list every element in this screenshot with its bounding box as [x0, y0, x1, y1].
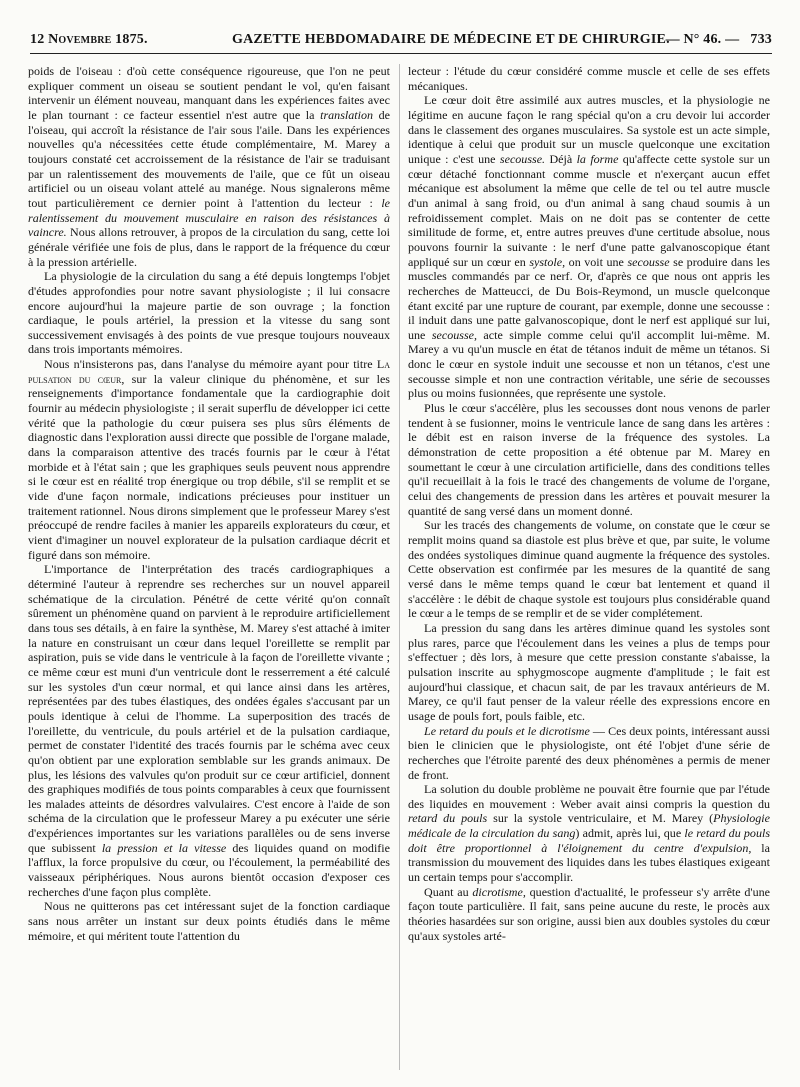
header-date: 12 Novembre 1875.	[30, 32, 148, 47]
paragraph: Quant au dicrotisme, question d'actualité, le professeur s'y arrête d'une façon toute particulière. Il fait, sans peine aucune du reste, le procès aux théories hasardées sur son origine, aussi bien aux doubles systoles du cœur qu'aux systoles arté-	[408, 884, 770, 943]
paragraph: La solution du double problème ne pouvait être fournie que par l'étude des liquides en mouvement : Weber avait ainsi compris la question du retard du pouls sur la systole ventriculaire, et M. Marey (Physiologie médicale de la circulation du sang) admit, après lui, que le retard du pouls doit être proportionnel à l'éloignement du centre d'expulsion, la transmission du mouvement des liquides dans les tubes élastiques exigeant un certain temps pour s'accomplir.	[408, 782, 771, 885]
paragraph: Plus le cœur s'accélère, plus les secousses dont nous venons de parler tendent à se fusionner, moins le ventricule lance de sang dans les artères : le débit est en raison inverse de la fréquence des systoles. La démonstration de cette proposition a été obtenue par M. Marey en soumettant le cœur à une circulation artificielle, dans des conditions telles qu'il recueillait à la fois le tracé des changements de volume de l'organe, celui des changements de pression dans les artères et pouvait mesurer la quantité de sang versé dans un moment donné.	[408, 401, 770, 518]
column-divider	[399, 64, 400, 1070]
paragraph: Sur les tracés des changements de volume, on constate que le cœur se remplit moins quand sa diastole est plus brève et que, par suite, le volume des ondées systoliques diminue quand augmente la fréquence des systoles. Cette observation est confirmée par les mesures de la quantité de sang versé dans le même temps quand le cœur bat lentement et quand il s'accélère : le débit de chaque systole est toujours plus considérable quand le cœur a le temps de se remplir et de se vider complétement.	[408, 518, 770, 621]
page-header	[30, 30, 772, 52]
paragraph: poids de l'oiseau : d'où cette conséquence rigoureuse, que l'on ne peut expliquer comment un oiseau se soutient pendant le vol, qu'en faisant intervenir un élément nouveau, manquant dans les expériences faites avec le plan tournant : ce facteur essentiel n'est autre que la translation de l'oiseau, qui accroît la résistance de l'air sous l'aile. Dans les expériences nouvelles qu'a nécessitées cette étude complémentaire, M. Marey a toujours constaté cet accroissement de la résistance de l'air se traduisant par un ralentissement des mouvements de l'aile, que ce fût un oiseau artificiel ou un oiseau volant attelé au manége. Nous signalerons même tout particulièrement ce dernier point à l'attention du lecteur : le ralentissement du mouvement musculaire en raison des résistances à vaincre. Nous allons retrouver, à propos de la circulation du sang, cette loi générale vérifiée une fois de plus, dans le rapport de la fréquence du cœur à la pression artérielle.	[28, 64, 391, 269]
header-issue: — N° 46. —	[665, 32, 740, 47]
paragraph: Nous ne quitterons pas cet intéressant sujet de la fonction cardiaque sans nous arrêter un instant sur deux points étudiés dans le même mémoire, et qui méritent toute l'attention du	[28, 899, 390, 943]
paragraph: Le retard du pouls et le dicrotisme — Ces deux points, intéressant aussi bien le clinicien que le physiologiste, ont été l'objet d'une série de recherches que l'étroite parenté des deux phénomènes a permis de mener de front.	[408, 723, 771, 782]
paragraph: Le cœur doit être assimilé aux autres muscles, et la physiologie ne légitime en aucune façon le rang spécial qu'on a cru devoir lui accorder dans le classement des organes musculaires. Sa systole est un acte simple, identique à celui que produit sur un muscle quelconque une excitation unique : c'est une secousse. Déjà la forme qu'affecte cette systole sur un cœur détaché fonctionnant comme muscle et n'exerçant aucun effet mécanique est absolument la même que celle de tel ou tel autre muscle d'un animal à sang froid, ou d'un animal à sang chaud soumis à un refroidissement complet. Mais on ne doit pas se contenter de cette similitude de forme, et, entre autres preuves d'une certitude absolue, nous pouvons fournir la suivante : le nerf d'une patte galvanoscopique étant appliqué sur un cœur en systole, on voit une secousse se produire dans les muscles commandés par ce nerf. Or, d'après ce que nous ont appris les recherches de Matteucci, de Du Bois-Reymond, un muscle quelconque étant excité par une rupture de courant, par exemple, donne une secousse : il induit dans une patte galvanoscopique, dont le nerf est appliqué sur lui, une secousse, acte simple comme celui qu'il accomplit lui-même. M. Marey a vu qu'un muscle en état de tétanos induit de même un tétanos. Si donc le cœur en systole induit une secousse et non un tétanos, c'est une secousse simple et non une contraction véritable, une série de secousses plus ou moins fusionnées, que représente une systole.	[408, 93, 771, 401]
header-issue-and-page	[666, 32, 772, 48]
right-column	[408, 64, 770, 943]
paragraph: L'importance de l'interprétation des tracés cardiographiques a déterminé l'auteur à reprendre ses recherches sur un nouvel appareil schématique de la circulation. Pénétré de cette vérité qu'on connaît sûrement un phénomène quand on parvient à le reproduire artificiellement dans tous ses détails, à en faire la synthèse, M. Marey s'est attaché à imiter la nature en construisant un cœur dans lequel l'oreillette se remplit par aspiration, puis se vide dans le ventricule à la façon de l'oreillette vivante ; ce même cœur est muni d'un ventricule dont le resserrement a été calculé sur les systoles d'un cœur normal, et qui lance ainsi dans les artères, représentées par des tubes élastiques, des ondées égales s'accusant par un pouls identique à celui de l'homme. La superposition des tracés de l'oreillette, du ventricule, du pouls artériel et de la pulsation cardiaque, permet de constater l'identité des tracés fournis par le schéma avec ceux qu'on obtient par une exploration semblable sur les grands animaux. De plus, les lésions des valvules qu'on produit sur ce cœur artificiel, donnent des graphiques modifiés de tous points comparables à ceux que fournissent les malades atteints de désordres valvulaires. C'est encore à l'aide de son schéma de la circulation que le professeur Marey a pu exécuter une série d'expériences importantes sur les variations parallèles ou de sens inverse que subissent la pression et la vitesse des liquides quand on modifie l'afflux, la force propulsive du cœur, ou l'écoulement, la perméabilité des vaisseaux périphériques. Nous aurons bientôt occasion d'exposer ces recherches d'une façon plus complète.	[28, 562, 390, 899]
paragraph: La pression du sang dans les artères diminue quand les systoles sont plus rares, parce que l'écoulement dans les veines a plus de temps pour s'effectuer ; dès lors, à mesure que cette pression constante s'abaisse, la pulsation inscrite au sphygmoscope augmente d'amplitude ; le fait est aujourd'hui classique, et chacun sait, de par les travaux antérieurs de M. Marey, ce qu'il faut penser de la valeur réelle des expressions encore en usage de pouls fort, pouls faible, etc.	[408, 620, 770, 723]
header-page-number: 733	[750, 32, 772, 47]
paragraph: La physiologie de la circulation du sang a été depuis longtemps l'objet d'études approfondies pour notre savant physiologiste ; il lui consacre encore aujourd'hui la majeure partie de son ouvrage ; la fonction cardiaque, le pouls artériel, la pression et la vitesse du sang sont successivement envisagés à des points de vue presque toujours nouveaux dans trois importants mémoires.	[28, 269, 390, 357]
header-journal-title: GAZETTE HEBDOMADAIRE DE MÉDECINE ET DE CHIRURGIE.	[232, 32, 670, 47]
left-column	[28, 64, 390, 943]
paragraph: Nous n'insisterons pas, dans l'analyse du mémoire ayant pour titre La pulsation du cœur, sur la valeur clinique du phénomène, et sur les renseignements d'importance fondamentale que la cardiographie doit fournir au médecin physiologiste ; il serait superflu de développer ici cette vérité que la pathologie du cœur puisera ses plus sûrs éléments de diagnostic dans l'exploration aussi directe que possible de l'organe malade, dans la comparaison attentive des tracés fournis par le cœur à l'état morbide et à l'état sain ; que les graphiques seuls peuvent nous apprendre si le cœur est en réalité trop énergique ou trop débile, s'il se remplit et se vide d'une façon normale, indications précieuses pour instituer un traitement rationnel. Nous dirons simplement que le professeur Marey s'est préoccupé de rendre faciles à manier les appareils explorateurs du cœur, et vient d'imaginer un nouvel explorateur de la pulsation cardiaque décrit et figuré dans son mémoire.	[28, 357, 390, 562]
header-rule	[30, 53, 772, 54]
paragraph: lecteur : l'étude du cœur considéré comme muscle et celle de ses effets mécaniques.	[408, 64, 770, 93]
